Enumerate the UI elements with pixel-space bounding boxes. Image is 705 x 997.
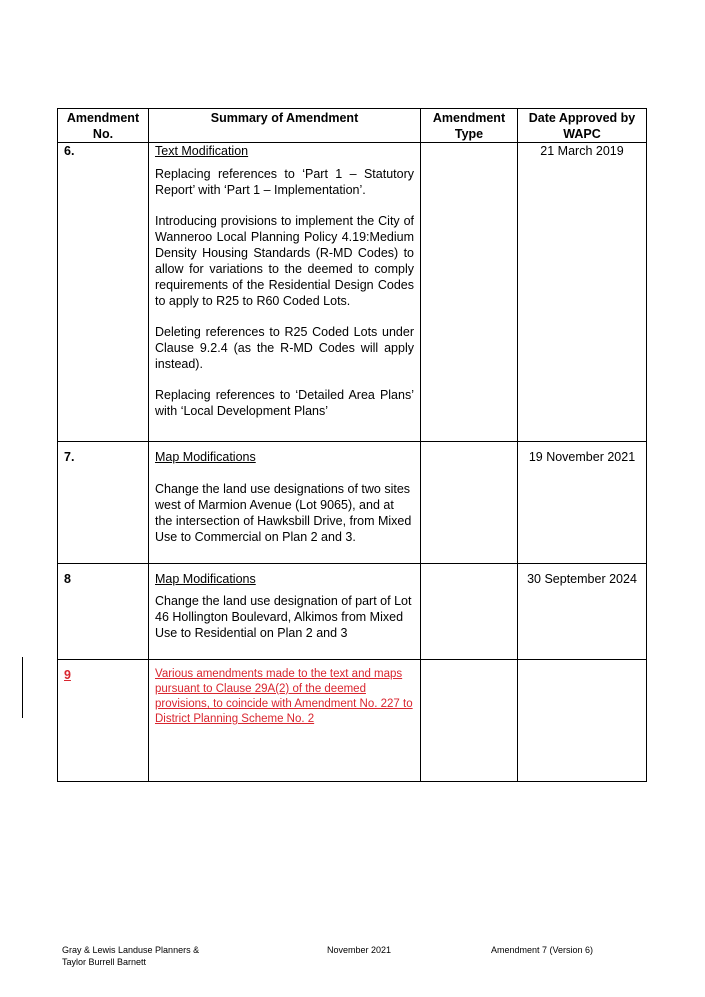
- amendment-type: [421, 564, 518, 660]
- header-summary: Summary of Amendment: [149, 109, 421, 143]
- summary-heading: Map Modifications: [155, 450, 256, 464]
- amendment-summary: [149, 660, 421, 782]
- amendments-table: [57, 108, 647, 782]
- summary-paragraph: Replacing references to ‘Detailed Area Plans’ with ‘Local Development Plans’: [155, 388, 414, 418]
- summary-heading: Map Modifications: [155, 572, 256, 586]
- table-row-8: [58, 564, 647, 660]
- footer-date: November 2021: [327, 945, 392, 955]
- summary-paragraph: Introducing provisions to implement the City of Wanneroo Local Planning Policy 4.19:Medium Density Housing Standards (R-MD Codes) to allow for variations to the deemed to comply requirements of the Residential Design Codes to apply to R25 to R60 Coded Lots.: [155, 214, 414, 308]
- revision-change-bar: [22, 657, 23, 718]
- summary-paragraph: Replacing references to ‘Part 1 – Statutory Report’ with ‘Part 1 – Implementation’.: [155, 167, 414, 197]
- summary-paragraph: Deleting references to R25 Coded Lots under Clause 9.2.4 (as the R-MD Codes will apply instead).: [155, 325, 414, 371]
- table-header-row: [58, 109, 647, 143]
- amendment-number: 6.: [58, 143, 149, 442]
- table-row-9: [58, 660, 647, 782]
- amendment-summary: [149, 442, 421, 564]
- amendment-type: [421, 660, 518, 782]
- footer-author: [62, 944, 199, 968]
- header-amendment-type: Amendment Type: [421, 109, 518, 143]
- summary-paragraph: Change the land use designation of part of Lot 46 Hollington Boulevard, Alkimos from Mixed Use to Residential on Plan 2 and 3: [155, 594, 412, 640]
- summary-paragraph: Change the land use designations of two sites west of Marmion Avenue (Lot 9065), and at the intersection of Hawksbill Drive, from Mixed Use to Commercial on Plan 2 and 3.: [155, 482, 412, 544]
- table-row-7: [58, 442, 647, 564]
- amendment-summary: [149, 143, 421, 442]
- summary-heading: Text Modification: [155, 144, 249, 158]
- date-approved: 30 September 2024: [518, 564, 647, 660]
- amendment-summary: [149, 564, 421, 660]
- date-approved: 19 November 2021: [518, 442, 647, 564]
- summary-paragraph: Various amendments made to the text and maps pursuant to Clause 29A(2) of the deemed provisions, to coincide with Amendment No. 227 to District Planning Scheme No. 2: [155, 668, 413, 725]
- header-date-approved: Date Approved by WAPC: [518, 109, 647, 143]
- footer-version: Amendment 7 (Version 6): [491, 945, 594, 955]
- date-approved: 21 March 2019: [518, 143, 647, 442]
- table-row-6: [58, 143, 647, 442]
- footer-author-line: Gray & Lewis Landuse Planners &: [62, 945, 200, 955]
- amendment-number: 9: [58, 660, 149, 782]
- footer-author-line: Taylor Burrell Barnett: [62, 957, 147, 967]
- amendment-type: [421, 442, 518, 564]
- amendment-number: 8: [58, 564, 149, 660]
- amendment-type: [421, 143, 518, 442]
- header-amendment-no: Amendment No.: [58, 109, 149, 143]
- amendment-number: 7.: [58, 442, 149, 564]
- date-approved: [518, 660, 647, 782]
